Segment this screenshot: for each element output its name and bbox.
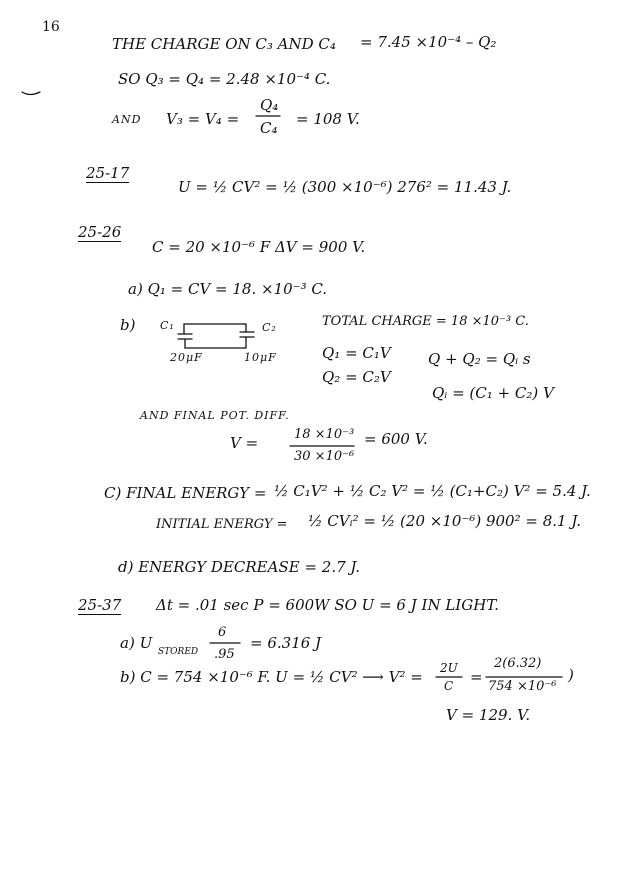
part-c-final-energy-eq: ½ C₁V² + ½ C₂ V² = ½ (C₁+C₂) V² = 5.4 J. <box>274 482 591 500</box>
frac-2x632-numerator: 2(6.32) <box>494 656 542 671</box>
frac-754e-6-denominator: 754 ×10⁻⁶ <box>488 679 557 694</box>
margin-mark <box>22 92 40 95</box>
total-charge: TOTAL CHARGE = 18 ×10⁻³ C. <box>322 314 529 329</box>
frac-2u-numerator: 2U <box>440 661 458 675</box>
given-c-dv: C = 20 ×10⁻⁶ F ΔV = 900 V. <box>152 238 366 256</box>
u-stored-numerator: 6 <box>218 625 227 640</box>
part-b-label: b) <box>120 316 136 334</box>
frac-q4-numerator: Q₄ <box>260 96 279 114</box>
v-equals: V = <box>230 434 259 452</box>
line-108v: = 108 V. <box>296 110 360 128</box>
line-and: AND <box>112 113 142 126</box>
part-a-charge: a) Q₁ = CV = 18. ×10⁻³ C. <box>128 280 328 298</box>
v-fraction-numerator: 18 ×10⁻³ <box>294 427 355 442</box>
v-fraction-denominator: 30 ×10⁻⁶ <box>294 449 355 464</box>
line-charge-value: = 7.45 ×10⁻⁴ – Q₂ <box>360 33 497 51</box>
circuit-label-c1: C₁ <box>160 319 175 332</box>
v-result: = 600 V. <box>364 430 428 448</box>
problem-label-25-37: 25-37 <box>78 596 122 614</box>
initial-energy-eq: ½ CVᵢ² = ½ (20 ×10⁻⁶) 900² = 8.1 J. <box>308 512 581 530</box>
line-v3-v4: V₃ = V₄ = <box>166 110 240 128</box>
initial-energy-label: INITIAL ENERGY = <box>156 517 288 532</box>
problem-label-25-17: 25-17 <box>86 164 130 182</box>
u-stored-result: = 6.316 J <box>250 634 322 652</box>
energy-equation-25-17: U = ½ CV² = ½ (300 ×10⁻⁶) 276² = 11.43 J. <box>178 178 512 196</box>
page-number: 16 <box>42 19 60 35</box>
final-pot-diff-label: AND FINAL POT. DIFF. <box>140 409 290 422</box>
part-a-u-stored: a) U <box>120 634 153 652</box>
part-b-capacitance: b) C = 754 ×10⁻⁶ F. U = ½ CV² ⟶ V² = <box>120 668 423 686</box>
part-d-energy-decrease: d) ENERGY DECREASE = 2.7 J. <box>118 558 361 576</box>
qi-equation: Qᵢ = (C₁ + C₂) V <box>432 384 554 402</box>
q2-c2v: Q₂ = C₂V <box>322 368 391 386</box>
part-c-final-energy-label: C) FINAL ENERGY = <box>104 484 267 502</box>
charge-sum: Q + Q₂ = Qᵢ s <box>428 350 531 368</box>
circuit-label-c2: C₂ <box>262 321 277 334</box>
closing-paren: ) <box>568 666 574 684</box>
capacitor-circuit <box>178 324 254 348</box>
circuit-value-10uf: 10μF <box>244 351 277 364</box>
given-dt-p: Δt = .01 sec P = 600W SO U = 6 J IN LIGHT. <box>156 596 499 614</box>
frac-c4-denominator: C₄ <box>260 119 278 137</box>
u-stored-denominator: .95 <box>214 647 235 662</box>
line-q3-q4: SO Q₃ = Q₄ = 2.48 ×10⁻⁴ C. <box>118 70 331 88</box>
frac-c-denominator: C <box>444 679 454 693</box>
q1-c1v: Q₁ = C₁V <box>322 344 391 362</box>
frac-equals: = <box>470 668 483 686</box>
u-stored-subscript: STORED <box>158 647 199 657</box>
circuit-value-20uf: 20μF <box>170 351 203 364</box>
problem-label-25-26: 25-26 <box>78 223 122 241</box>
final-voltage: V = 129. V. <box>446 706 531 724</box>
line-charge-c3-c4: THE CHARGE ON C₃ AND C₄ <box>112 35 336 53</box>
